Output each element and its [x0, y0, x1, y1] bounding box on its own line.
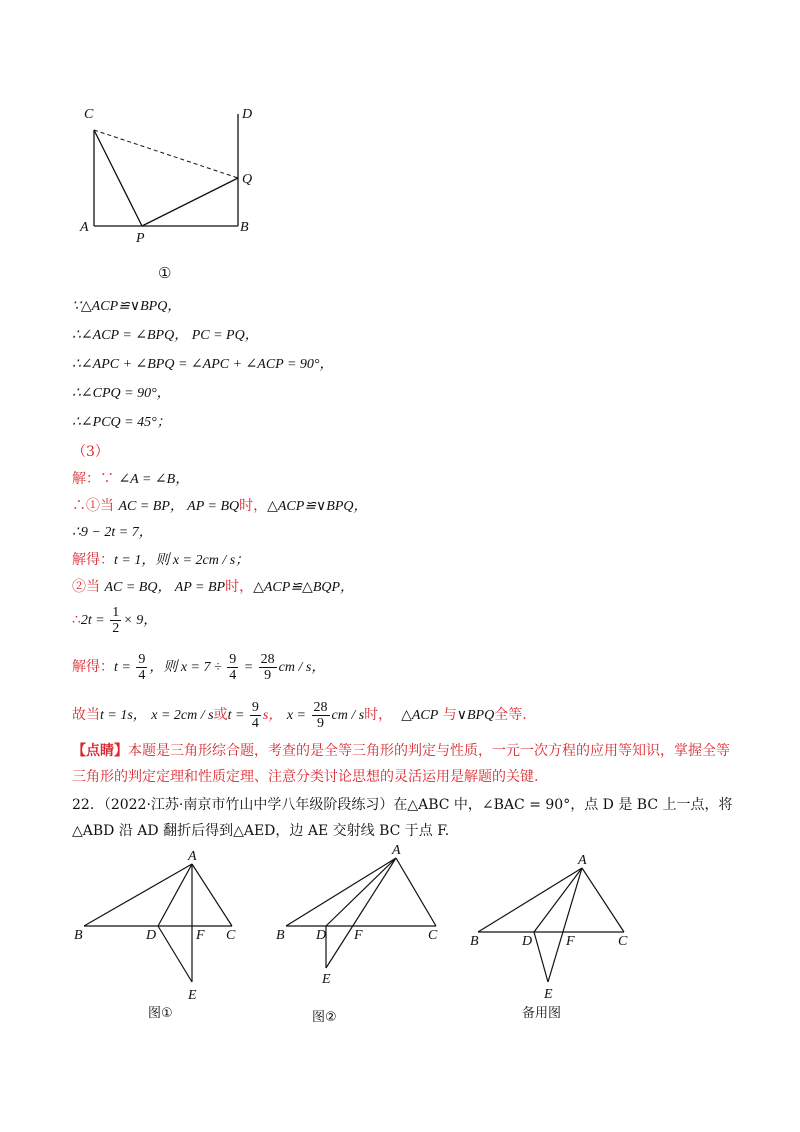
seg3-ac [582, 868, 624, 932]
b2-label-b: B [276, 928, 285, 943]
l12-num: 1 [112, 605, 120, 621]
line-3: ∴∠APC + ∠BPQ = ∠APC + ∠ACP = 90°， [72, 357, 334, 372]
line-2: ∴∠ACP = ∠BPQ， PC = PQ， [72, 328, 259, 343]
b3-label-b: B [470, 934, 479, 949]
l14-num2: 28 [313, 699, 328, 715]
l13-den2: 4 [229, 667, 237, 683]
l13-eq: = [240, 660, 257, 675]
l8-cond: AC = BP， AP = BQ [118, 499, 240, 514]
l7-math: ∠A = ∠B， [118, 472, 190, 487]
figure-bottom-3 [466, 846, 646, 1006]
seg2-ad [326, 858, 396, 926]
line-1: ∵△ACP≌∨BPQ， [72, 299, 182, 314]
line-9: ∴9 − 2t = 7， [72, 525, 153, 540]
line-12 [72, 604, 157, 638]
line-13 [72, 650, 325, 685]
l12-fraction [110, 605, 121, 636]
l13-num1: 9 [138, 651, 146, 667]
figure-bottom-1-caption: 图① [148, 1006, 173, 1021]
l13-den3: 9 [264, 667, 272, 683]
figure-bottom-2-caption: 图② [312, 1010, 337, 1025]
label-q: Q [242, 172, 253, 187]
line-8 [72, 497, 368, 516]
l14-frac2 [312, 700, 330, 731]
l13-prefix: 解得： [72, 659, 114, 675]
line-5: ∴∠PCQ = 45°； [72, 415, 171, 430]
note-tag: 【点睛】 [72, 743, 128, 759]
l12-lhs: 2t = [80, 613, 109, 628]
b3-label-a: A [578, 853, 587, 868]
figure-1-caption: ① [158, 264, 172, 282]
figure-bottom-1 [70, 842, 250, 1022]
l14-den2: 9 [317, 715, 324, 731]
l8-concl: △ACP≌∨BPQ， [267, 499, 368, 514]
segment-cp [94, 130, 142, 226]
b1-label-e: E [188, 988, 197, 1003]
l14-t2: t = [227, 708, 248, 723]
problem-line-1: 22．（2022·江苏·南京市竹山中学八年级阶段练习）在△ABC 中，∠BAC = 90°，点 D 是 BC 上一点，将 [72, 797, 733, 813]
b2-label-c: C [428, 928, 438, 943]
l13-num2: 9 [229, 651, 237, 667]
line-10 [72, 551, 249, 570]
l11-cond: AC = BQ， AP = BP [104, 580, 226, 595]
label-p: P [136, 231, 145, 246]
l13-frac2 [227, 652, 238, 683]
b2-label-a: A [392, 843, 401, 858]
seg-de [158, 926, 192, 982]
l10-prefix: 解得： [72, 552, 114, 568]
l13-den1: 4 [138, 667, 146, 683]
figure-1 [70, 100, 270, 250]
l13-frac1 [136, 652, 147, 683]
b1-label-b: B [74, 928, 83, 943]
l14-den1: 4 [251, 715, 259, 731]
segment-cq-dashed [94, 130, 238, 178]
l14-shi: 时， [364, 707, 393, 723]
label-c: C [84, 107, 94, 122]
label-a: A [80, 220, 89, 235]
b3-label-f: F [566, 934, 575, 949]
l10-math: t = 1，则 x = 2cm / s； [114, 553, 250, 568]
l8-shi: 时， [239, 498, 268, 514]
l13-then: ，则 x = 7 ÷ [149, 660, 226, 675]
b2-label-f: F [354, 928, 363, 943]
label-b: B [240, 220, 249, 235]
b2-label-d: D [316, 928, 327, 943]
b1-label-a: A [188, 849, 197, 864]
note-text: 本题是三角形综合题，考查的是全等三角形的判定与性质，一元一次方程的应用等知识，掌握全等三角形的判定定理和性质定理、注意分类讨论思想的灵活运用是解题的关键. [72, 743, 730, 785]
note-paragraph [72, 738, 742, 790]
l13-t: t = [114, 660, 135, 675]
line-14 [72, 698, 527, 733]
label-d: D [242, 107, 253, 122]
b3-label-d: D [522, 934, 533, 949]
l14-s: s， [262, 708, 283, 723]
l7-prefix: 解：∵ [72, 471, 119, 487]
l13-frac3 [259, 652, 277, 683]
l14-x1: x = 2cm / s [151, 708, 214, 723]
l14-t1: t = 1s， [100, 708, 147, 723]
b1-label-d: D [146, 928, 157, 943]
l14-or: 或 [213, 707, 228, 723]
b2-label-e: E [322, 972, 331, 987]
b3-label-e: E [544, 987, 553, 1002]
l13-unit: cm / s， [278, 660, 326, 675]
line-11 [72, 578, 354, 597]
line-7 [72, 470, 189, 489]
l14-gudang: 故当 [72, 707, 100, 723]
l12-den: 2 [112, 621, 120, 637]
seg2-ac [396, 858, 436, 926]
l14-yu: 与 [442, 707, 457, 723]
l12-rhs: × 9， [123, 613, 158, 628]
l11-shi: 时， [225, 579, 254, 595]
l12-therefore: ∴ [72, 613, 81, 628]
l8-prefix: ∴①当 [72, 498, 119, 514]
l14-tri2: ∨BPQ [456, 708, 495, 723]
l11-prefix: ②当 [72, 579, 105, 595]
l13-num3: 28 [260, 651, 275, 667]
line-6-part-label: （3） [72, 444, 109, 460]
segment-pq [142, 178, 238, 226]
seg-ba [84, 864, 192, 926]
line-4: ∴∠CPQ = 90°， [72, 386, 171, 401]
l11-concl: △ACP≌△BQP， [253, 580, 355, 595]
seg2-ba [286, 858, 396, 926]
problem-line-2: △ABD 沿 AD 翻折后得到△AED，边 AE 交射线 BC 于点 F. [72, 823, 450, 839]
seg-ac [192, 864, 232, 926]
seg3-ad [534, 868, 582, 932]
b1-label-f: F [196, 928, 205, 943]
l14-num1: 9 [251, 699, 259, 715]
l14-quandeng: 全等. [494, 707, 527, 723]
seg2-ae [326, 858, 396, 968]
l14-unit: cm / s [331, 708, 365, 723]
b1-label-c: C [226, 928, 236, 943]
seg3-de [534, 932, 548, 982]
l14-tri1: △ACP [401, 708, 439, 723]
figure-bottom-2 [270, 842, 450, 1002]
figure-bottom-3-caption: 备用图 [522, 1006, 562, 1021]
problem-22 [72, 792, 752, 844]
b3-label-c: C [618, 934, 628, 949]
l14-x2: x = [286, 708, 310, 723]
l14-frac1 [250, 700, 261, 731]
